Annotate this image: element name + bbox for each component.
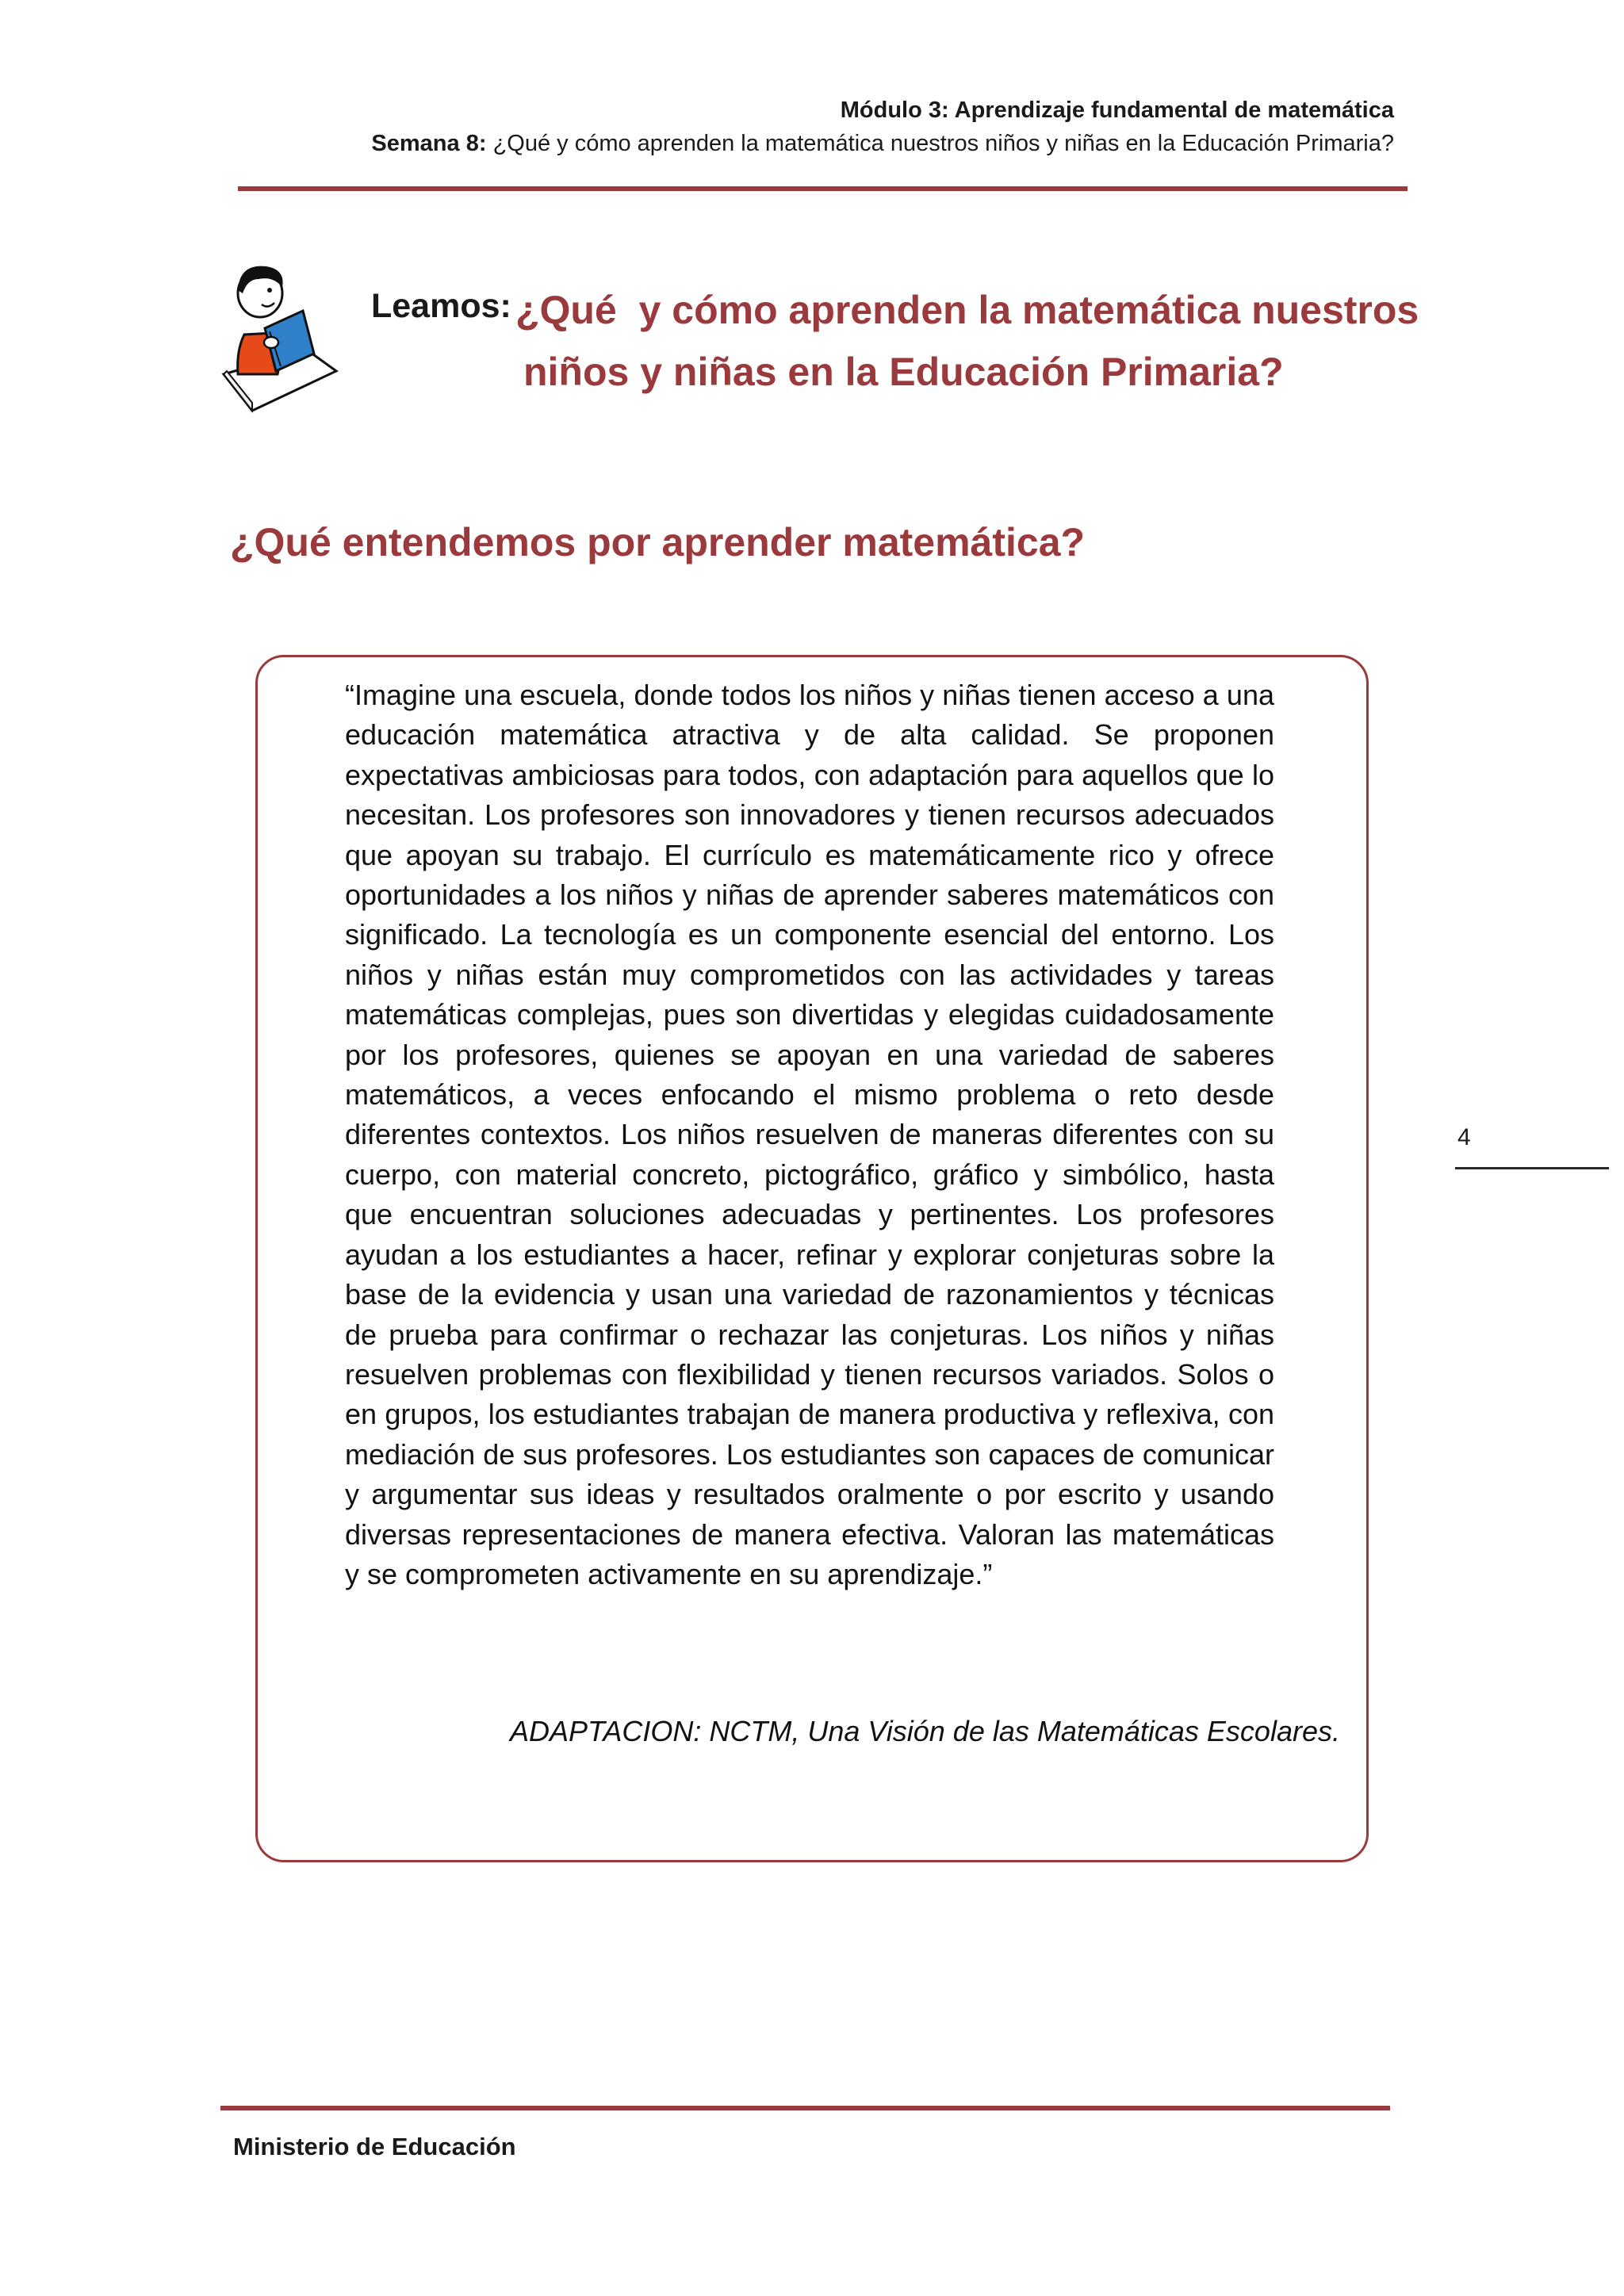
quote-text: “Imagine una escuela, donde todos los niños y niñas tienen acceso a una educación matemática atractiva y de alta calidad. Se proponen expectativas ambiciosas para todos, con adaptación para aquellos que lo necesitan. Los profesores son innovadores y tienen recursos adecuados que apoyan su trabajo. El currículo es matemáticamente rico y ofrece oportunidades a los niños y niñas de aprender saberes matemáticos con significado. La tecnología es un componente esencial del entorno. Los niños y niñas están muy comprometidos con las actividades y tareas matemáticas complejas, pues son divertidas y elegidas cuidadosamente por los profesores, quienes se apoyan en una variedad de saberes matemáticos, a veces enfocando el mismo problema o reto desde diferentes contextos. Los niños resuelven de maneras diferentes con su cuerpo, con material concreto, pictográfico, gráfico y simbólico, hasta que encuentran soluciones adecuadas y pertinentes. Los profesores ayudan a los estudiantes a hacer, refinar y explorar conjeturas sobre la base de la evidencia y usan una variedad de razonamientos y técnicas de prueba para confirmar o rechazar las conjeturas. Los niños y niñas resuelven problemas con flexibilidad y tienen recursos variados. Solos o en grupos, los estudiantes trabajan de manera productiva y reflexiva, con mediación de sus profesores. Los estudiantes son capaces de comunicar y argumentar sus ideas y resultados oralmente o por escrito y usando diversas representaciones de manera efectiva. Valoran las matemáticas y se comprometen activamente en su aprendizaje.” xyxy=(345,679,1274,1590)
page-header xyxy=(371,94,1394,160)
quote-source: ADAPTACION: NCTM, Una Visión de las Matemáticas Escolares. xyxy=(510,1715,1340,1747)
module-title: Módulo 3: Aprendizaje fundamental de matemática xyxy=(840,98,1394,123)
footer-publisher: Ministerio de Educación xyxy=(233,2133,516,2160)
section-heading: ¿Qué entendemos por aprender matemática? xyxy=(230,520,1086,564)
page-number: 4 xyxy=(1457,1124,1471,1150)
page-number-divider xyxy=(1455,1167,1609,1169)
footer-divider xyxy=(220,2106,1390,2110)
boy-reading-book-icon xyxy=(220,255,339,414)
title-line-1: ¿Qué y cómo aprenden la matemática nuestros xyxy=(515,288,1419,332)
week-label: Semana 8: xyxy=(371,131,487,156)
week-line xyxy=(371,127,1394,160)
week-title: ¿Qué y cómo aprenden la matemática nuestros niños y niñas en la Educación Primaria? xyxy=(492,131,1394,156)
header-divider xyxy=(238,186,1408,191)
page-title xyxy=(515,279,1419,403)
title-line-2: niños y niñas en la Educación Primaria? xyxy=(523,350,1284,394)
title-lead: Leamos: xyxy=(371,287,511,325)
